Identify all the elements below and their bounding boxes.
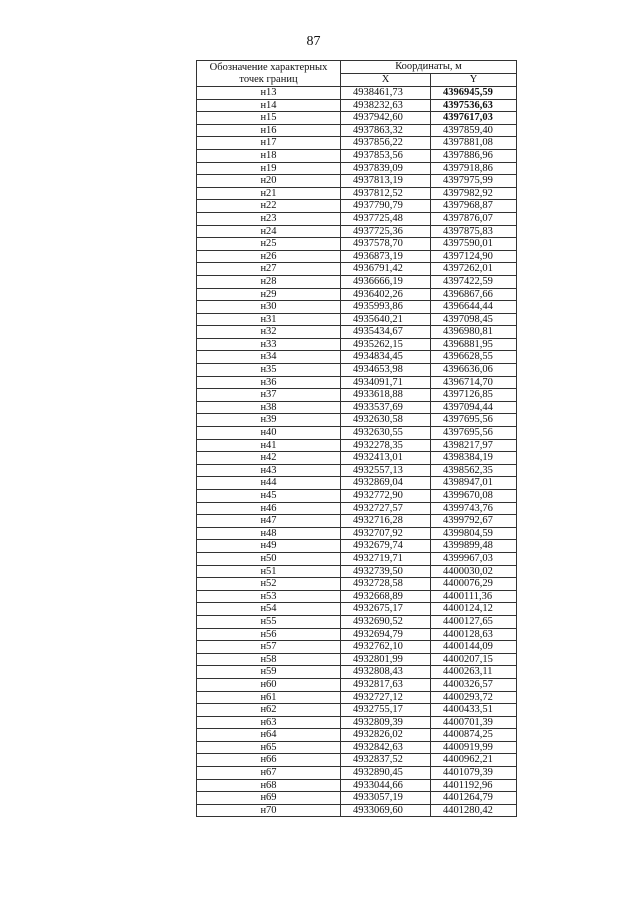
table-row bbox=[197, 578, 517, 591]
point-id-cell: н17 bbox=[197, 137, 341, 150]
point-id-cell: н42 bbox=[197, 452, 341, 465]
x-cell: 4935993,86 bbox=[341, 301, 431, 314]
point-id-cell: н23 bbox=[197, 212, 341, 225]
x-cell: 4937812,52 bbox=[341, 187, 431, 200]
point-id-cell: н64 bbox=[197, 729, 341, 742]
point-id-cell: н20 bbox=[197, 175, 341, 188]
point-id-cell: н65 bbox=[197, 741, 341, 754]
point-id-cell: н39 bbox=[197, 414, 341, 427]
point-id-cell: н52 bbox=[197, 578, 341, 591]
x-cell: 4932728,58 bbox=[341, 578, 431, 591]
table-row bbox=[197, 389, 517, 402]
table-row bbox=[197, 149, 517, 162]
x-cell: 4937839,09 bbox=[341, 162, 431, 175]
table-row bbox=[197, 615, 517, 628]
table-row bbox=[197, 678, 517, 691]
y-cell: 4399670,08 bbox=[431, 490, 517, 503]
point-id-cell: н66 bbox=[197, 754, 341, 767]
y-cell: 4400207,15 bbox=[431, 653, 517, 666]
y-cell: 4397124,90 bbox=[431, 250, 517, 263]
y-cell: 4400076,29 bbox=[431, 578, 517, 591]
point-id-cell: н22 bbox=[197, 200, 341, 213]
x-cell: 4937856,22 bbox=[341, 137, 431, 150]
point-id-cell: н25 bbox=[197, 238, 341, 251]
table-row bbox=[197, 603, 517, 616]
table-row bbox=[197, 124, 517, 137]
point-id-cell: н47 bbox=[197, 515, 341, 528]
x-cell: 4932690,52 bbox=[341, 615, 431, 628]
table-row bbox=[197, 87, 517, 100]
table-row bbox=[197, 112, 517, 125]
point-id-cell: н14 bbox=[197, 99, 341, 112]
x-cell: 4932837,52 bbox=[341, 754, 431, 767]
y-cell: 4399804,59 bbox=[431, 527, 517, 540]
table-row bbox=[197, 754, 517, 767]
y-cell: 4397875,83 bbox=[431, 225, 517, 238]
table-row bbox=[197, 552, 517, 565]
point-id-cell: н57 bbox=[197, 641, 341, 654]
table-row bbox=[197, 137, 517, 150]
table-row bbox=[197, 225, 517, 238]
y-cell: 4396628,55 bbox=[431, 351, 517, 364]
y-cell: 4398562,35 bbox=[431, 464, 517, 477]
x-cell: 4937813,19 bbox=[341, 175, 431, 188]
point-id-cell: н48 bbox=[197, 527, 341, 540]
point-id-cell: н67 bbox=[197, 767, 341, 780]
point-id-cell: н70 bbox=[197, 804, 341, 817]
table-row bbox=[197, 653, 517, 666]
table-row bbox=[197, 729, 517, 742]
y-cell: 4400124,12 bbox=[431, 603, 517, 616]
table-row bbox=[197, 628, 517, 641]
y-cell: 4399967,03 bbox=[431, 552, 517, 565]
point-id-cell: н61 bbox=[197, 691, 341, 704]
x-cell: 4933537,69 bbox=[341, 401, 431, 414]
point-id-cell: н60 bbox=[197, 678, 341, 691]
y-cell: 4400030,02 bbox=[431, 565, 517, 578]
x-cell: 4932719,71 bbox=[341, 552, 431, 565]
table-row bbox=[197, 263, 517, 276]
point-id-cell: н35 bbox=[197, 364, 341, 377]
x-cell: 4932413,01 bbox=[341, 452, 431, 465]
header-points bbox=[197, 61, 341, 87]
table-row bbox=[197, 162, 517, 175]
point-id-cell: н30 bbox=[197, 301, 341, 314]
table-body bbox=[197, 87, 517, 817]
y-cell: 4401280,42 bbox=[431, 804, 517, 817]
point-id-cell: н51 bbox=[197, 565, 341, 578]
point-id-cell: н45 bbox=[197, 490, 341, 503]
y-cell: 4399743,76 bbox=[431, 502, 517, 515]
table-row bbox=[197, 212, 517, 225]
point-id-cell: н62 bbox=[197, 704, 341, 717]
point-id-cell: н37 bbox=[197, 389, 341, 402]
x-cell: 4934834,45 bbox=[341, 351, 431, 364]
x-cell: 4932557,13 bbox=[341, 464, 431, 477]
table-row bbox=[197, 338, 517, 351]
y-cell: 4401079,39 bbox=[431, 767, 517, 780]
y-cell: 4397695,56 bbox=[431, 414, 517, 427]
table-row bbox=[197, 515, 517, 528]
table-row bbox=[197, 779, 517, 792]
point-id-cell: н21 bbox=[197, 187, 341, 200]
x-cell: 4932772,90 bbox=[341, 490, 431, 503]
point-id-cell: н28 bbox=[197, 275, 341, 288]
table-row bbox=[197, 288, 517, 301]
point-id-cell: н38 bbox=[197, 401, 341, 414]
point-id-cell: н31 bbox=[197, 313, 341, 326]
x-cell: 4932694,79 bbox=[341, 628, 431, 641]
x-cell: 4937853,56 bbox=[341, 149, 431, 162]
point-id-cell: н36 bbox=[197, 376, 341, 389]
point-id-cell: н33 bbox=[197, 338, 341, 351]
x-cell: 4933057,19 bbox=[341, 792, 431, 805]
x-cell: 4932890,45 bbox=[341, 767, 431, 780]
y-cell: 4396867,66 bbox=[431, 288, 517, 301]
x-cell: 4937578,70 bbox=[341, 238, 431, 251]
x-cell: 4938461,73 bbox=[341, 87, 431, 100]
table-row bbox=[197, 540, 517, 553]
x-cell: 4937725,48 bbox=[341, 212, 431, 225]
y-cell: 4397536,63 bbox=[431, 99, 517, 112]
table-row bbox=[197, 175, 517, 188]
y-cell: 4400433,51 bbox=[431, 704, 517, 717]
x-cell: 4937790,79 bbox=[341, 200, 431, 213]
table-row bbox=[197, 301, 517, 314]
x-cell: 4934653,98 bbox=[341, 364, 431, 377]
point-id-cell: н16 bbox=[197, 124, 341, 137]
point-id-cell: н59 bbox=[197, 666, 341, 679]
x-cell: 4932801,99 bbox=[341, 653, 431, 666]
x-cell: 4932278,35 bbox=[341, 439, 431, 452]
y-cell: 4397098,45 bbox=[431, 313, 517, 326]
point-id-cell: н63 bbox=[197, 716, 341, 729]
point-id-cell: н27 bbox=[197, 263, 341, 276]
table-row bbox=[197, 99, 517, 112]
point-id-cell: н56 bbox=[197, 628, 341, 641]
y-cell: 4397094,44 bbox=[431, 401, 517, 414]
y-cell: 4397422,59 bbox=[431, 275, 517, 288]
table-row bbox=[197, 527, 517, 540]
point-id-cell: н69 bbox=[197, 792, 341, 805]
table-header bbox=[197, 61, 517, 87]
y-cell: 4400293,72 bbox=[431, 691, 517, 704]
point-id-cell: н44 bbox=[197, 477, 341, 490]
table-row bbox=[197, 326, 517, 339]
y-cell: 4397918,86 bbox=[431, 162, 517, 175]
y-cell: 4400144,09 bbox=[431, 641, 517, 654]
point-id-cell: н40 bbox=[197, 427, 341, 440]
table-row bbox=[197, 565, 517, 578]
point-id-cell: н26 bbox=[197, 250, 341, 263]
x-cell: 4933618,88 bbox=[341, 389, 431, 402]
y-cell: 4401264,79 bbox=[431, 792, 517, 805]
point-id-cell: н50 bbox=[197, 552, 341, 565]
x-cell: 4936402,26 bbox=[341, 288, 431, 301]
table-row bbox=[197, 313, 517, 326]
table-row bbox=[197, 401, 517, 414]
table-row bbox=[197, 666, 517, 679]
x-cell: 4932675,17 bbox=[341, 603, 431, 616]
table-row bbox=[197, 464, 517, 477]
x-cell: 4932826,02 bbox=[341, 729, 431, 742]
y-cell: 4400111,36 bbox=[431, 590, 517, 603]
table-row bbox=[197, 351, 517, 364]
x-cell: 4932842,63 bbox=[341, 741, 431, 754]
point-id-cell: н49 bbox=[197, 540, 341, 553]
table-row bbox=[197, 200, 517, 213]
y-cell: 4397886,96 bbox=[431, 149, 517, 162]
point-id-cell: н32 bbox=[197, 326, 341, 339]
table-row bbox=[197, 590, 517, 603]
point-id-cell: н18 bbox=[197, 149, 341, 162]
table-row bbox=[197, 187, 517, 200]
y-cell: 4397859,40 bbox=[431, 124, 517, 137]
table-row bbox=[197, 364, 517, 377]
y-cell: 4396881,95 bbox=[431, 338, 517, 351]
point-id-cell: н15 bbox=[197, 112, 341, 125]
y-cell: 4397126,85 bbox=[431, 389, 517, 402]
x-cell: 4932716,28 bbox=[341, 515, 431, 528]
x-cell: 4938232,63 bbox=[341, 99, 431, 112]
y-cell: 4400701,39 bbox=[431, 716, 517, 729]
table-row bbox=[197, 641, 517, 654]
y-cell: 4397262,01 bbox=[431, 263, 517, 276]
table-row bbox=[197, 238, 517, 251]
y-cell: 4397590,01 bbox=[431, 238, 517, 251]
table-row bbox=[197, 452, 517, 465]
point-id-cell: н58 bbox=[197, 653, 341, 666]
table-row bbox=[197, 691, 517, 704]
header-coordinates: Координаты, м bbox=[341, 61, 517, 74]
table-row bbox=[197, 792, 517, 805]
table-row bbox=[197, 275, 517, 288]
x-cell: 4937863,32 bbox=[341, 124, 431, 137]
point-id-cell: н41 bbox=[197, 439, 341, 452]
x-cell: 4937725,36 bbox=[341, 225, 431, 238]
table-row bbox=[197, 477, 517, 490]
header-x: X bbox=[341, 74, 431, 87]
x-cell: 4935262,15 bbox=[341, 338, 431, 351]
x-cell: 4932668,89 bbox=[341, 590, 431, 603]
y-cell: 4399792,67 bbox=[431, 515, 517, 528]
x-cell: 4932727,12 bbox=[341, 691, 431, 704]
y-cell: 4396945,59 bbox=[431, 87, 517, 100]
page-number: 87 bbox=[306, 34, 321, 49]
point-id-cell: н24 bbox=[197, 225, 341, 238]
coordinates-table bbox=[196, 60, 517, 817]
point-id-cell: н19 bbox=[197, 162, 341, 175]
point-id-cell: н55 bbox=[197, 615, 341, 628]
x-cell: 4932762,10 bbox=[341, 641, 431, 654]
x-cell: 4936873,19 bbox=[341, 250, 431, 263]
y-cell: 4401192,96 bbox=[431, 779, 517, 792]
point-id-cell: н34 bbox=[197, 351, 341, 364]
point-id-cell: н43 bbox=[197, 464, 341, 477]
point-id-cell: н46 bbox=[197, 502, 341, 515]
y-cell: 4397975,99 bbox=[431, 175, 517, 188]
table-row bbox=[197, 439, 517, 452]
header-points-line1: Обозначение характерных bbox=[209, 61, 328, 73]
y-cell: 4400874,25 bbox=[431, 729, 517, 742]
table-row bbox=[197, 427, 517, 440]
header-points-line2: точек границ bbox=[239, 73, 298, 85]
y-cell: 4397968,87 bbox=[431, 200, 517, 213]
x-cell: 4932630,58 bbox=[341, 414, 431, 427]
x-cell: 4932727,57 bbox=[341, 502, 431, 515]
point-id-cell: н13 bbox=[197, 87, 341, 100]
y-cell: 4396644,44 bbox=[431, 301, 517, 314]
x-cell: 4935640,21 bbox=[341, 313, 431, 326]
table-row bbox=[197, 376, 517, 389]
y-cell: 4396714,70 bbox=[431, 376, 517, 389]
table-row bbox=[197, 490, 517, 503]
x-cell: 4936666,19 bbox=[341, 275, 431, 288]
y-cell: 4396980,81 bbox=[431, 326, 517, 339]
x-cell: 4932755,17 bbox=[341, 704, 431, 717]
table-row bbox=[197, 704, 517, 717]
table-row bbox=[197, 250, 517, 263]
x-cell: 4936791,42 bbox=[341, 263, 431, 276]
x-cell: 4933069,60 bbox=[341, 804, 431, 817]
header-y: Y bbox=[431, 74, 517, 87]
table-row bbox=[197, 741, 517, 754]
x-cell: 4932707,92 bbox=[341, 527, 431, 540]
table-row bbox=[197, 767, 517, 780]
x-cell: 4932679,74 bbox=[341, 540, 431, 553]
y-cell: 4400919,99 bbox=[431, 741, 517, 754]
x-cell: 4937942,60 bbox=[341, 112, 431, 125]
x-cell: 4934091,71 bbox=[341, 376, 431, 389]
x-cell: 4935434,67 bbox=[341, 326, 431, 339]
x-cell: 4932808,43 bbox=[341, 666, 431, 679]
point-id-cell: н54 bbox=[197, 603, 341, 616]
x-cell: 4932630,55 bbox=[341, 427, 431, 440]
x-cell: 4932869,04 bbox=[341, 477, 431, 490]
y-cell: 4398217,97 bbox=[431, 439, 517, 452]
y-cell: 4400326,57 bbox=[431, 678, 517, 691]
point-id-cell: н53 bbox=[197, 590, 341, 603]
y-cell: 4397881,08 bbox=[431, 137, 517, 150]
table-row bbox=[197, 716, 517, 729]
y-cell: 4398947,01 bbox=[431, 477, 517, 490]
y-cell: 4400127,65 bbox=[431, 615, 517, 628]
x-cell: 4932739,50 bbox=[341, 565, 431, 578]
y-cell: 4397982,92 bbox=[431, 187, 517, 200]
y-cell: 4398384,19 bbox=[431, 452, 517, 465]
point-id-cell: н68 bbox=[197, 779, 341, 792]
x-cell: 4932809,39 bbox=[341, 716, 431, 729]
x-cell: 4933044,66 bbox=[341, 779, 431, 792]
table-row bbox=[197, 804, 517, 817]
y-cell: 4396636,06 bbox=[431, 364, 517, 377]
y-cell: 4400128,63 bbox=[431, 628, 517, 641]
y-cell: 4397695,56 bbox=[431, 427, 517, 440]
table-row bbox=[197, 414, 517, 427]
y-cell: 4397876,07 bbox=[431, 212, 517, 225]
table-row bbox=[197, 502, 517, 515]
y-cell: 4399899,48 bbox=[431, 540, 517, 553]
x-cell: 4932817,63 bbox=[341, 678, 431, 691]
y-cell: 4400962,21 bbox=[431, 754, 517, 767]
y-cell: 4400263,11 bbox=[431, 666, 517, 679]
point-id-cell: н29 bbox=[197, 288, 341, 301]
y-cell: 4397617,03 bbox=[431, 112, 517, 125]
